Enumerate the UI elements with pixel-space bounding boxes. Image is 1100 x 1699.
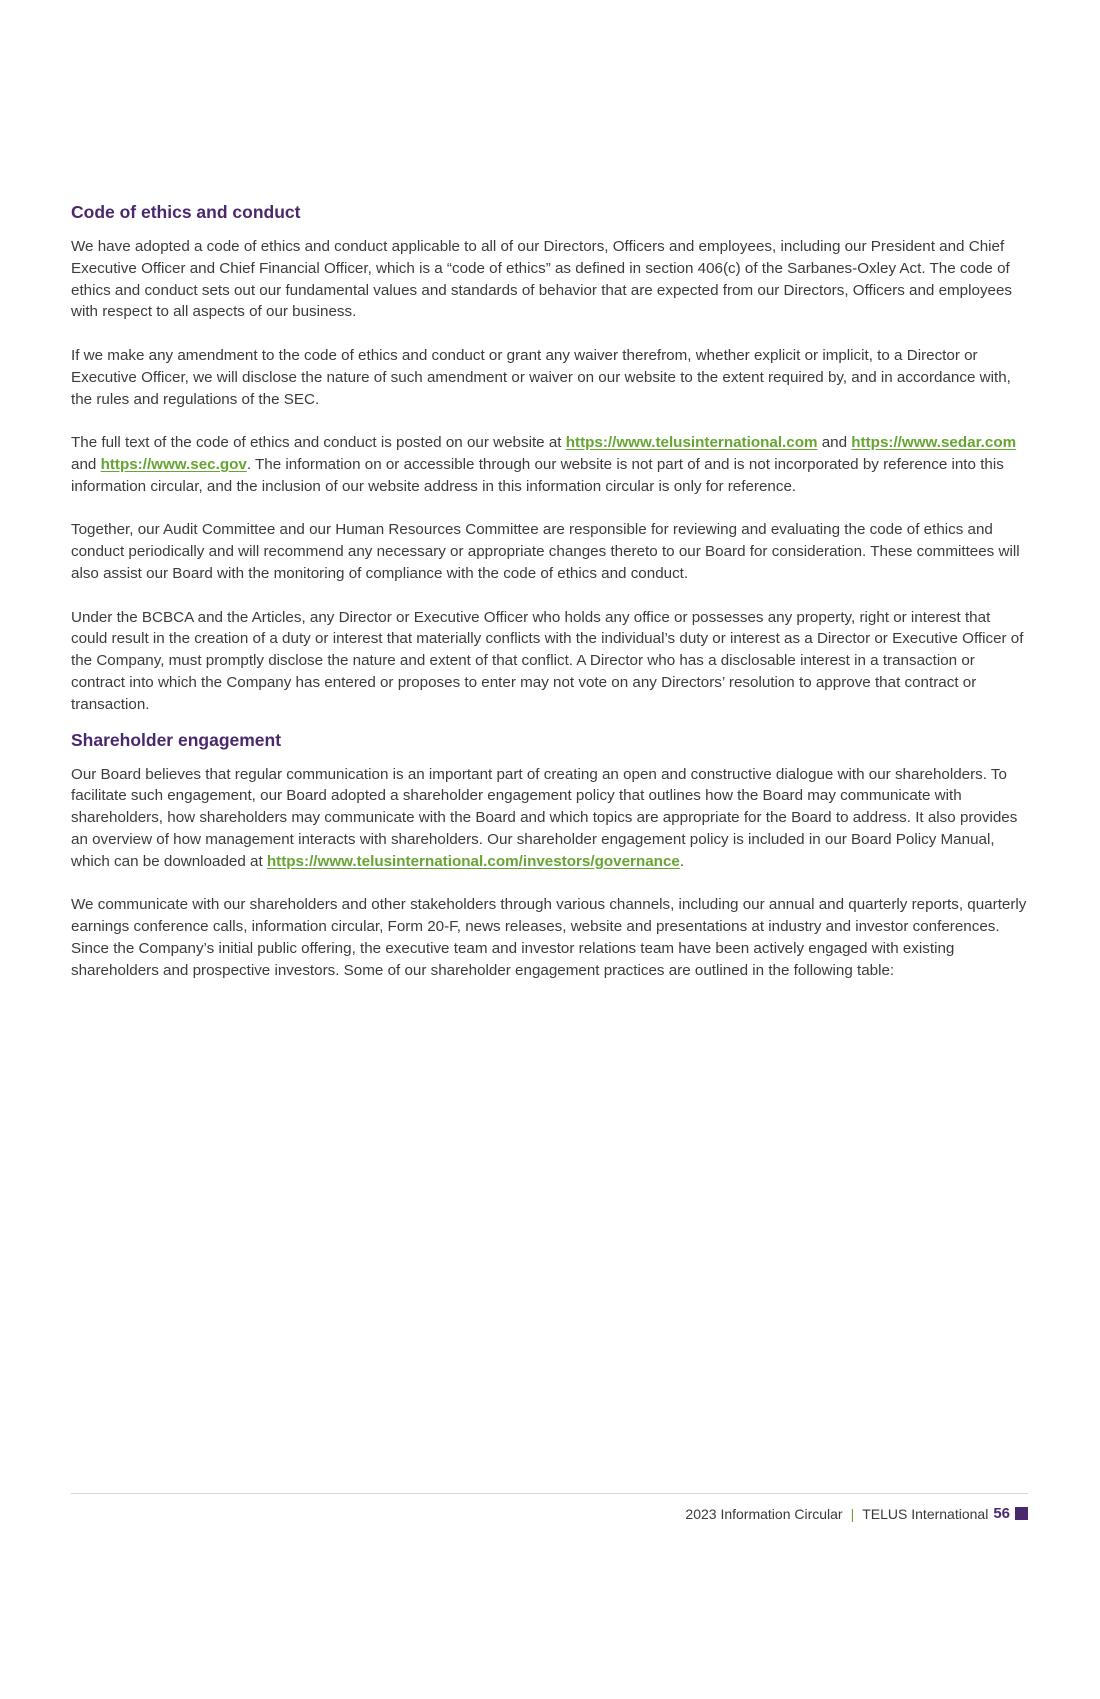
paragraph-code-of-ethics-intro: We have adopted a code of ethics and conduct applicable to all of our Directors, Officers and employees, including our President and Chief Executive Officer and Chief Financial Officer, which is a “code of ethics” as defined in section 406(c) of the Sarbanes-Oxley Act. The code of ethics and conduct sets out our fundamental values and standards of behavior that are expected from our Directors, Officers and employees with respect to all aspects of our business.: [71, 238, 1013, 321]
paragraph-conflict-disclosure: Under the BCBCA and the Articles, any Director or Executive Officer who holds any office or possesses any property, right or interest that could result in the creation of a duty or interest that materially conflicts with the individual’s duty or interest as a Director or Executive Officer of the Company, must promptly disclose the nature and extent of that conflict. A Director who has a disclosable interest in a transaction or contract into which the Company has entered or proposes to enter may not vote on any Directors’ resolution to approve that contract or transaction.: [71, 608, 1024, 713]
page-footer: [685, 1505, 1028, 1522]
text-fragment: The full text of the code of ethics and conduct is posted on our website at: [71, 434, 566, 452]
footer-separator: |: [850, 1505, 855, 1522]
footer-divider: [71, 1493, 1028, 1494]
paragraph-committee-review: Together, our Audit Committee and our Human Resources Committee are responsible for reviewing and evaluating the code of ethics and conduct periodically and will recommend any necessary or appropriate changes thereto to our Board for consideration. These committees will also assist our Board with the monitoring of compliance with the code of ethics and conduct.: [71, 521, 1020, 582]
link-telusinternational[interactable]: https://www.telusinternational.com: [565, 434, 818, 452]
link-sec[interactable]: https://www.sec.gov: [100, 455, 247, 473]
text-fragment: Our Board believes that regular communication is an important part of creating an open and constructive dialogue with our shareholders. To facilitate such engagement, our Board adopted a shareholder engagement policy that outlines how the Board may communicate with shareholders, how shareholders may communicate with the Board and which topics are appropriate for the Board to address. It also provides an overview of how management interacts with shareholders. Our shareholder engagement policy is included in our Board Policy Manual, which can be downloaded at: [71, 765, 1018, 870]
footer-document-title: 2023 Information Circular: [685, 1505, 843, 1522]
paragraph-amendment-disclosure: If we make any amendment to the code of ethics and conduct or grant any waiver therefrom, whether explicit or implicit, to a Director or Executive Officer, we will disclose the nature of such amendment or waiver on our website to the extent required by, and in accordance with, the rules and regulations of the SEC.: [71, 346, 1011, 408]
paragraph-shareholder-policy: [71, 764, 1028, 873]
link-sedar[interactable]: https://www.sedar.com: [851, 434, 1017, 452]
text-fragment: and: [817, 434, 852, 452]
section-heading-shareholder-engagement: Shareholder engagement: [71, 729, 282, 750]
link-investors-governance[interactable]: https://www.telusinternational.com/investors/governance: [266, 852, 680, 870]
text-fragment: and: [71, 455, 101, 473]
footer-company-name: TELUS International: [862, 1505, 989, 1522]
text-fragment: . The information on or accessible through our website is not part of and is not incorporated by reference into this information circular, and the inclusion of our website address in this information circular is only for reference.: [71, 455, 1004, 495]
text-fragment: .: [679, 852, 685, 870]
paragraph-communication-channels: We communicate with our shareholders and other stakeholders through various channels, including our annual and quarterly reports, quarterly earnings conference calls, information circular, Form 20-F, news releases, website and presentations at industry and investor conferences. Since the Company’s initial public offering, the executive team and investor relations team have been actively engaged with existing shareholders and prospective investors. Some of our shareholder engagement practices are outlined in the following table:: [71, 896, 1027, 979]
section-heading-code-of-ethics: Code of ethics and conduct: [71, 202, 301, 222]
paragraph-full-text-links: [71, 432, 1028, 497]
page-content: [71, 200, 1028, 1003]
square-marker-icon: [1015, 1507, 1028, 1520]
page-number: 56: [993, 1505, 1010, 1522]
